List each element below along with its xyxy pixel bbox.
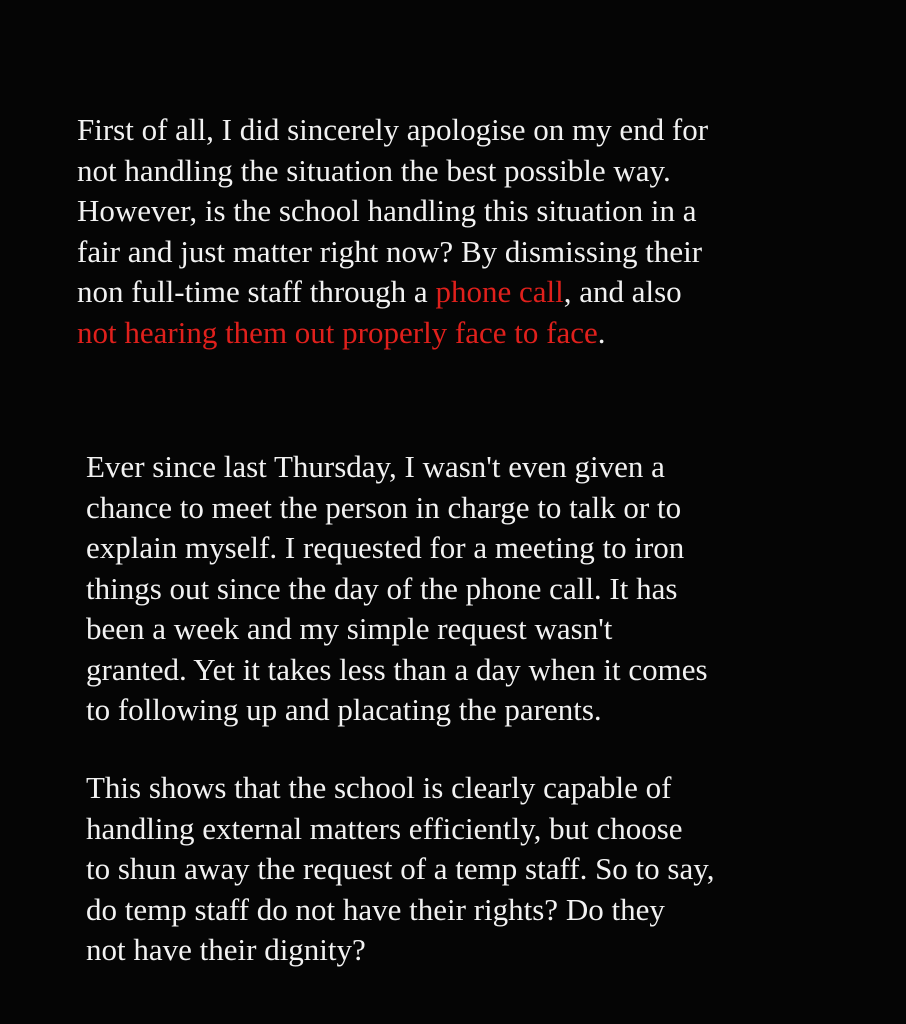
text-line xyxy=(77,313,708,354)
highlighted-text: not hearing them out properly face to face xyxy=(77,314,598,350)
text-line: handling external matters efficiently, but choose xyxy=(86,810,683,846)
text-line: things out since the day of the phone call. It has xyxy=(86,570,678,606)
text-line: chance to meet the person in charge to talk or to xyxy=(86,489,682,525)
paragraph-2 xyxy=(86,447,708,731)
paragraph-3 xyxy=(86,768,714,971)
text-line: explain myself. I requested for a meeting to iron xyxy=(86,530,685,565)
text-line: do temp staff do not have their rights? Do they xyxy=(86,891,665,927)
text-line: fair and just matter right now? By dismissing their xyxy=(77,233,703,269)
text-line xyxy=(77,272,708,313)
text-line: not handling the situation the best possible way. xyxy=(77,152,671,188)
text-segment: non full-time staff through a xyxy=(77,274,436,309)
text-line: This shows that the school is clearly capable of xyxy=(86,770,672,805)
text-segment: . xyxy=(597,314,606,350)
text-line: to shun away the request of a temp staff. So to say, xyxy=(86,851,715,886)
text-line: not have their dignity? xyxy=(86,932,366,967)
text-line: However, is the school handling this situation in a xyxy=(77,193,697,228)
text-line: First of all, I did sincerely apologise on my end for xyxy=(77,112,709,147)
text-line: granted. Yet it takes less than a day when it comes xyxy=(86,651,708,687)
highlighted-text: phone call xyxy=(435,274,564,309)
text-segment: , and also xyxy=(563,274,682,309)
text-line: Ever since last Thursday, I wasn't even given a xyxy=(86,449,665,484)
text-line: been a week and my simple request wasn't xyxy=(86,611,613,646)
text-line: to following up and placating the parents. xyxy=(86,692,602,727)
paragraph-1 xyxy=(77,110,708,353)
